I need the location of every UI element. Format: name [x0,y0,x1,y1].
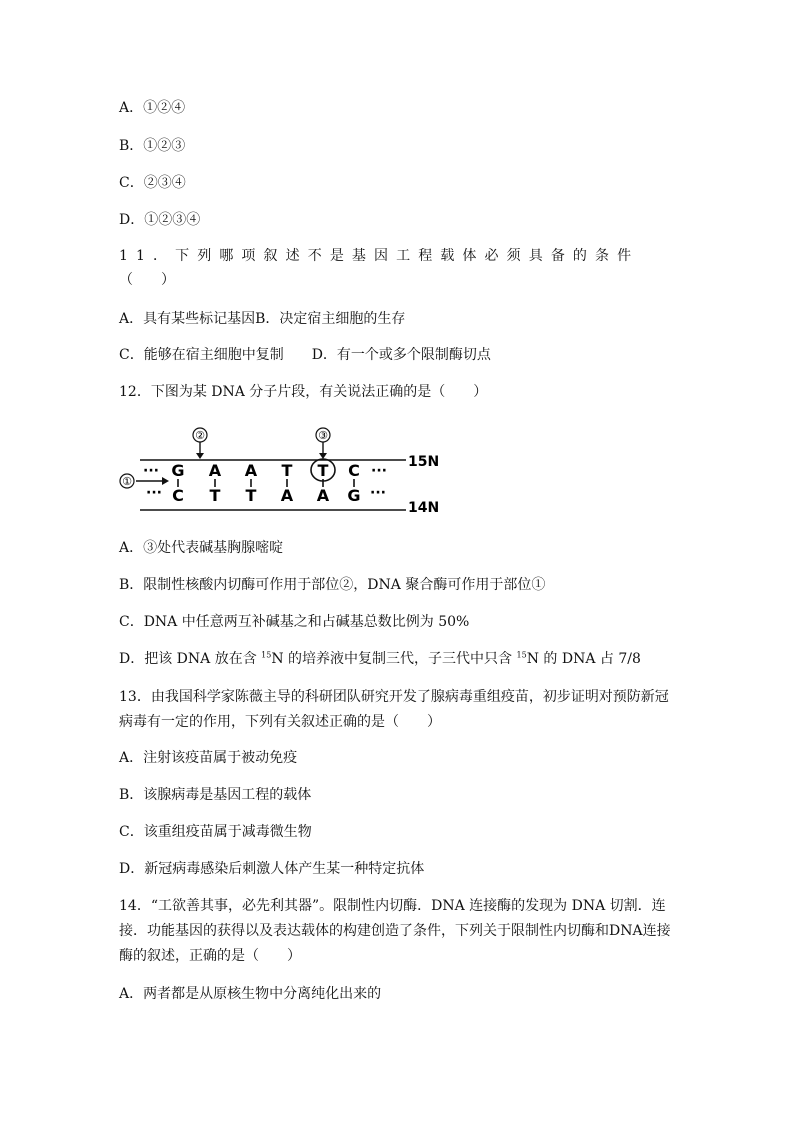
q12-stem: 12．下图为某 DNA 分子片段，有关说法正确的是（ ） [119,384,488,400]
bottom-base-1: C [172,486,184,505]
q12-option-d: D．把该 DNA 放在含 $^{15}$N 的培养液中复制三代，子三代中只含 $^{15}$N 的 DNA 占 7/8 [119,650,641,667]
q13-option-c: C．该重组疫苗属于减毒微生物 [119,824,312,840]
top-dots-right: ··· [371,463,387,479]
q10-option-a: A．①②④ [119,100,186,116]
q10-option-c: C．②③④ [119,175,186,191]
q12-option-b: B．限制性核酸内切酶可作用于部位②，DNA 聚合酶可作用于部位① [119,577,546,593]
q10-option-b: B．①②③ [119,138,186,154]
top-base-6: C [348,461,360,480]
bottom-dots-left: ··· [146,485,162,501]
label-15n: 15N [408,454,440,470]
q13-option-d: D．新冠病毒感染后刺激人体产生某一种特定抗体 [119,861,425,877]
bottom-base-5: A [316,486,330,505]
q11-stem: 11．下列哪项叙述不是基因工程载体必须具备的条件 [119,248,640,264]
marker-3: ③ [318,429,328,442]
q13-stem: 13．由我国科学家陈薇主导的科研团队研究开发了腺病毒重组疫苗，初步证明对预防新冠病毒有一定的作用，下列有关叙述正确的是（ ） [119,689,669,730]
top-base-3: A [244,461,258,480]
bottom-base-4: A [280,486,294,505]
bottom-base-2: T [209,486,221,505]
q14-stem: 14．“工欲善其事，必先利其器”。限制性内切酶．DNA 连接酶的发现为 DNA 切割．连接．功能基因的获得以及表达载体的构建创造了条件，下列关于限制性内切酶和DNA连接酶的叙述，正确的是（ ） [119,898,671,964]
q11-option-cd: C．能够在宿主细胞中复制 D．有一个或多个限制酶切点 [119,347,491,363]
label-14n: 14N [408,500,440,516]
q13-option-b: B．该腺病毒是基因工程的载体 [119,787,312,803]
top-base-5: T [317,461,329,480]
q11-paren: （ ） [119,272,175,288]
top-dots-left: ··· [143,463,159,479]
top-base-4: T [281,461,293,480]
q10-option-d: D．①②③④ [119,212,201,228]
dna-fragment-diagram [118,424,448,516]
q12-option-a: A．③处代表碱基胸腺嘧啶 [119,540,284,556]
bottom-base-6: G [347,486,361,505]
bottom-dots-right: ··· [370,485,386,501]
marker-1: ① [122,475,132,488]
bottom-base-3: T [245,486,257,505]
q13-option-a: A．注射该疫苗属于被动免疫 [119,750,298,766]
marker-2: ② [195,429,205,442]
top-base-1: G [171,461,185,480]
q11-option-ab: A．具有某些标记基因B．决定宿主细胞的生存 [119,311,406,327]
q12-option-c: C．DNA 中任意两互补碱基之和占碱基总数比例为 50% [119,614,470,630]
top-base-2: A [208,461,222,480]
q14-option-a: A．两者都是从原核生物中分离纯化出来的 [119,986,382,1002]
